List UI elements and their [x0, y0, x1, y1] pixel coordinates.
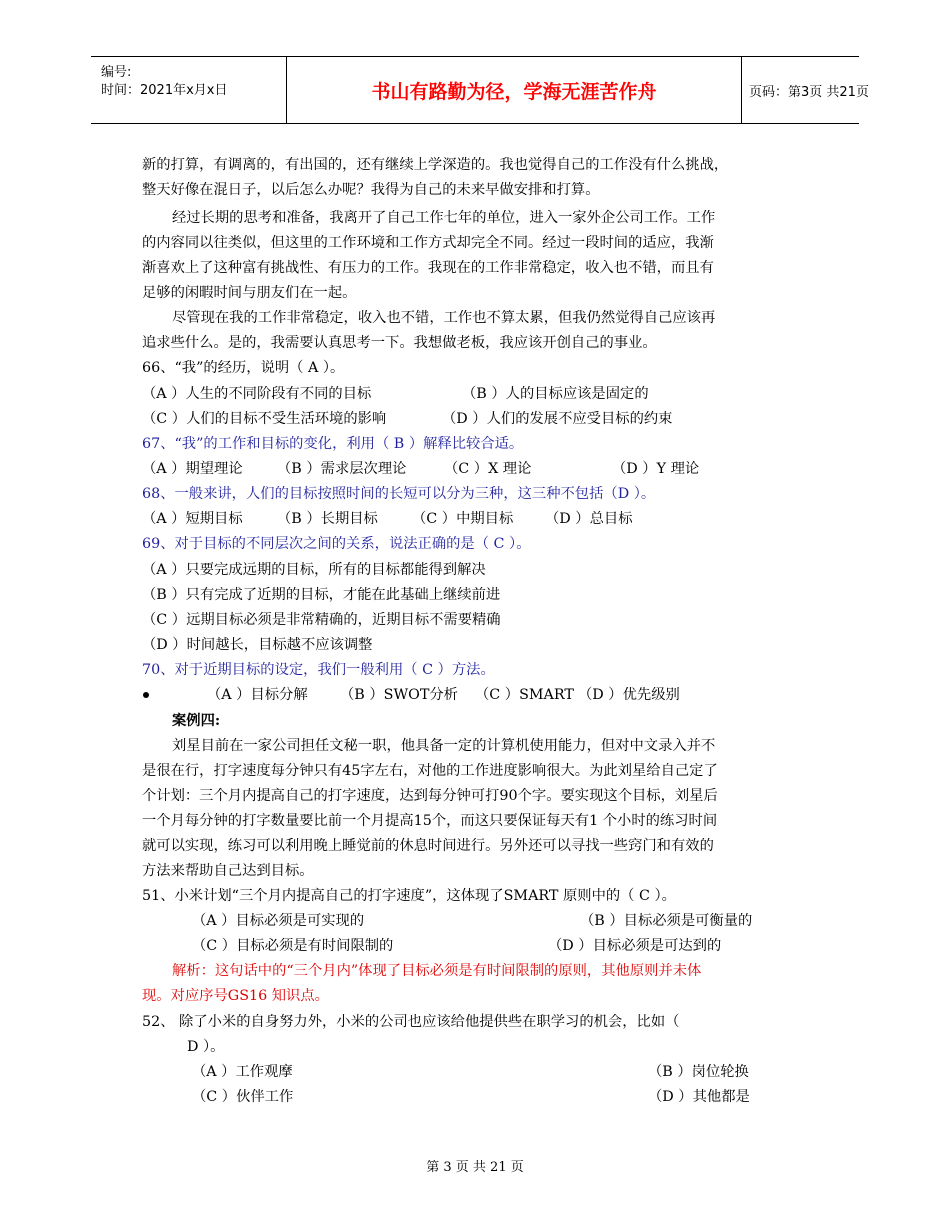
- q68-option-d: （D ）总目标: [545, 511, 633, 527]
- q69-option-a: （A ）只要完成远期的目标，所有的目标都能得到解决: [142, 562, 486, 578]
- q68-option-a: （A ）短期目标: [142, 511, 243, 527]
- q51-option-d: （D ）目标必须是可达到的: [548, 938, 722, 954]
- header-right-cell: [741, 57, 869, 123]
- question-69: 69、对于目标的不同层次之间的关系，说法正确的是（ C ）。: [142, 536, 531, 552]
- q69-option-b: （B ）只有完成了近期的目标，才能在此基础上继续前进: [142, 587, 501, 603]
- q51-option-b: （B ）目标必须是可衡量的: [580, 913, 753, 929]
- time-label: 时间：2021年x月x日: [101, 83, 228, 98]
- q51-option-a: （A ）目标必须是可实现的: [192, 913, 365, 929]
- q66-option-b: （B ）人的目标应该是固定的: [462, 386, 649, 402]
- paragraph-line: 尽管现在我的工作非常稳定，收入也不错，工作也不算太累，但我仍然觉得自己应该再: [172, 310, 716, 326]
- question-52-cont: D ）。: [187, 1039, 225, 1055]
- q68-option-c: （C ）中期目标: [412, 511, 514, 527]
- q67-option-d: （D ）Y 理论: [612, 461, 700, 477]
- page-footer: 第 3 页 共 21 页: [426, 1160, 524, 1175]
- header-motto-cell: [286, 57, 742, 123]
- q52-option-d: （D ）其他都是: [648, 1089, 750, 1105]
- analysis-line: 解析：这句话中的“三个月内”体现了目标必须是有时间限制的原则，其他原则并未体: [172, 963, 702, 979]
- case-line: 一个月每分钟的打字数量要比前一个月提高15个，而这只要保证每天有1 个小时的练习时间: [142, 813, 718, 829]
- q67-option-a: （A ）期望理论: [142, 461, 243, 477]
- q67-option-b: （B ）需求层次理论: [277, 461, 407, 477]
- q70-option-b: （B ）SWOT分析: [340, 687, 458, 703]
- q69-option-c: （C ）远期目标必须是非常精确的，近期目标不需要精确: [142, 612, 501, 628]
- q69-option-d: （D ）时间越长，目标越不应该调整: [142, 637, 373, 653]
- page-info: 页码：第3页 共21页: [749, 85, 869, 100]
- question-52: 52、 除了小米的自身努力外，小米的公司也应该给他提供些在职学习的机会，比如（: [142, 1014, 680, 1030]
- case-line: 刘星目前在一家公司担任文秘一职，他具备一定的计算机使用能力，但对中文录入并不: [172, 738, 716, 754]
- paragraph-line: 渐喜欢上了这种富有挑战性、有压力的工作。我现在的工作非常稳定，收入也不错，而且有: [142, 260, 714, 276]
- q66-option-c: （C ）人们的目标不受生活环境的影响: [142, 411, 387, 427]
- bullet-icon: [143, 692, 149, 698]
- question-67: 67、“我”的工作和目标的变化，利用（ B ）解释比较合适。: [142, 436, 524, 452]
- number-label: 编号:: [101, 65, 132, 80]
- paragraph-line: 整天好像在混日子，以后怎么办呢？我得为自己的未来早做安排和打算。: [142, 182, 600, 198]
- q70-option-a: （A ）目标分解: [207, 687, 308, 703]
- motto: 书山有路勤为径，学海无涯苦作舟: [371, 81, 657, 103]
- question-51: 51、小米计划“三个月内提高自己的打字速度”，这体现了SMART 原则中的（ C ）。: [142, 888, 676, 904]
- q52-option-b: （B ）岗位轮换: [648, 1064, 749, 1080]
- question-68: 68、一般来讲，人们的目标按照时间的长短可以分为三种，这三种不包括（D ）。: [142, 486, 656, 502]
- q66-option-a: （A ）人生的不同阶段有不同的目标: [142, 386, 372, 402]
- paragraph-line: 足够的闲暇时间与朋友们在一起。: [142, 285, 357, 301]
- case-line: 是很在行，打字速度每分钟只有45字左右，对他的工作进度影响很大。为此刘星给自己定了: [142, 763, 718, 779]
- paragraph-line: 追求些什么。是的，我需要认真思考一下。我想做老板，我应该开创自己的事业。: [142, 335, 657, 351]
- page-header: [91, 56, 869, 124]
- analysis-line: 现。对应序号GS16 知识点。: [142, 988, 329, 1004]
- case-line: 个计划：三个月内提高自己的打字速度，达到每分钟可打90个字。要实现这个目标，刘星后: [142, 788, 718, 804]
- question-66: 66、“我”的经历，说明（ A ）。: [142, 360, 345, 376]
- q66-option-d: （D ）人们的发展不应受目标的约束: [442, 411, 673, 427]
- question-70: 70、对于近期目标的设定，我们一般利用（ C ）方法。: [142, 662, 495, 678]
- q52-option-a: （A ）工作观摩: [192, 1064, 293, 1080]
- paragraph-line: 新的打算，有调离的，有出国的，还有继续上学深造的。我也觉得自己的工作没有什么挑战，: [142, 157, 729, 173]
- case-line: 就可以实现，练习可以利用晚上睡觉前的休息时间进行。另外还可以寻找一些窍门和有效的: [142, 838, 714, 854]
- q68-option-b: （B ）长期目标: [277, 511, 378, 527]
- case-title: 案例四:: [172, 713, 221, 729]
- paragraph-line: 的内容同以往类似，但这里的工作环境和工作方式却完全不同。经过一段时间的适应，我渐: [142, 235, 714, 251]
- case-line: 方法来帮助自己达到目标。: [142, 863, 314, 879]
- paragraph-line: 经过长期的思考和准备，我离开了自己工作七年的单位，进入一家外企公司工作。工作: [172, 210, 716, 226]
- q70-option-c: （C ）SMART: [475, 687, 574, 703]
- q67-option-c: （C ）X 理论: [444, 461, 532, 477]
- q70-option-d: （D ）优先级别: [578, 687, 680, 703]
- header-left-cell: [91, 57, 286, 123]
- q51-option-c: （C ）目标必须是有时间限制的: [192, 938, 394, 954]
- q52-option-c: （C ）伙伴工作: [192, 1089, 294, 1105]
